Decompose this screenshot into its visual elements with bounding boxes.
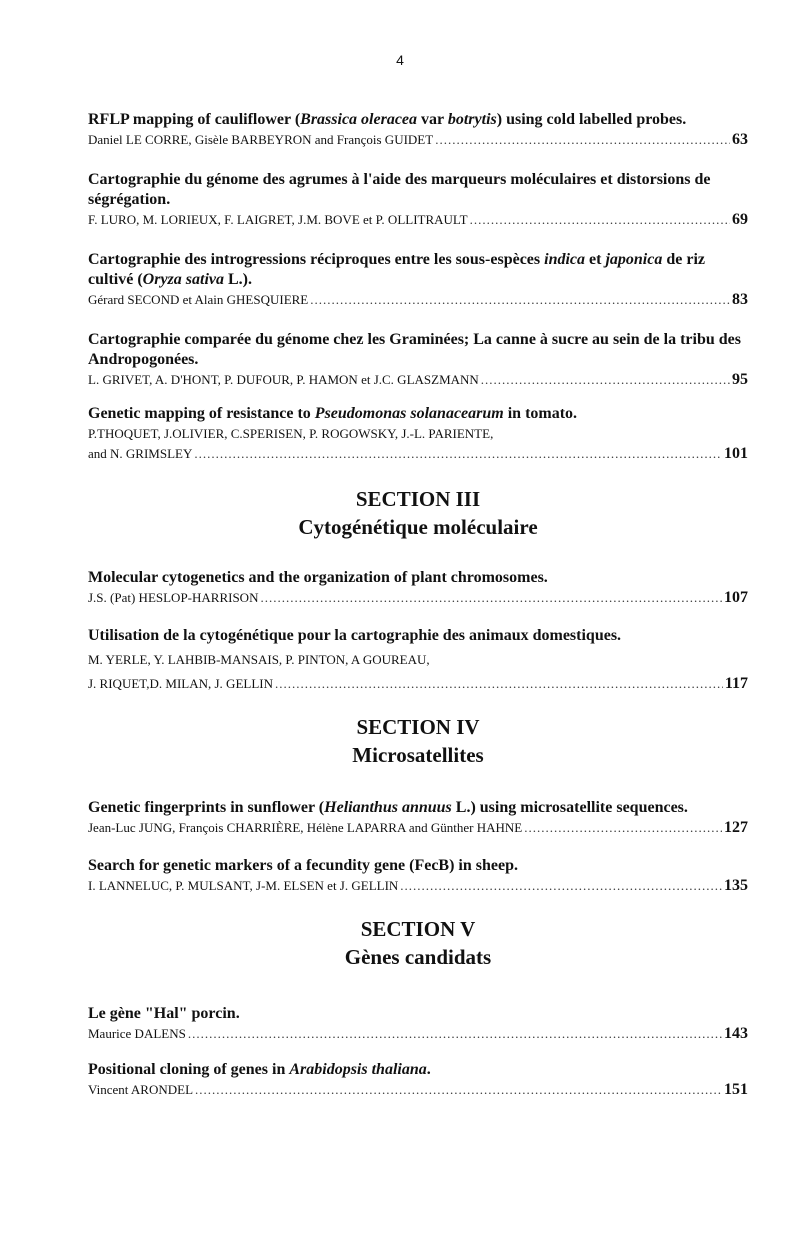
entry-authors: Jean-Luc JUNG, François CHARRIÈRE, Hélène LAPARRA and Günther HAHNE [88,820,523,835]
entry-page: 107 [724,589,748,606]
toc-entry [88,110,748,150]
entry-title: Search for genetic markers of a fecundity gene (FecB) in sheep. [88,857,518,874]
entry-author-line [88,818,748,838]
entry-author-line [88,130,748,150]
entry-author-line [88,210,748,230]
entry-page: 143 [724,1025,748,1042]
section-heading [88,486,748,540]
entry-authors: Maurice DALENS [88,1026,186,1041]
entry-authors-line1: M. YERLE, Y. LAHBIB-MANSAIS, P. PINTON, A GOUREAU, [88,652,430,667]
entry-authors: F. LURO, M. LORIEUX, F. LAIGRET, J.M. BOVE et P. OLLITRAULT [88,212,468,227]
section-number: SECTION V [360,917,476,941]
toc-entry [88,330,748,390]
section-number: SECTION III [355,487,481,511]
entry-authors: Vincent ARONDEL [88,1082,194,1097]
entry-title: Genetic fingerprints in sunflower (Helianthus annuus L.) using microsatellite sequences. [88,799,688,816]
entry-title: Cartographie du génome des agrumes à l'aide des marqueurs moléculaires et distorsions de ségrégation. [88,171,711,208]
entry-page: 63 [732,131,748,148]
toc-entry [88,250,748,310]
entry-author-line [88,588,748,608]
section-name: Microsatellites [352,743,484,767]
entry-page: 127 [724,819,748,836]
entry-authors: and N. GRIMSLEY [88,446,193,461]
entry-page: 135 [724,877,748,894]
toc-entry [88,626,748,694]
entry-page: 83 [732,291,748,308]
entry-page: 151 [724,1081,748,1098]
entry-title: Cartographie des introgressions réciproques entre les sous-espèces indica et japonica de riz cultivé (Oryza sativa L.). [88,251,705,288]
page-number: 4 [396,52,404,68]
entry-author-line [88,876,748,896]
table-of-contents [88,110,748,1100]
section-name: Gènes candidats [344,945,492,969]
toc-entry [88,1060,748,1100]
entry-author-line [88,444,748,464]
entry-author-line [88,1024,748,1044]
toc-entry [88,568,748,608]
toc-entry [88,1004,748,1044]
entry-title: Positional cloning of genes in Arabidopsis thaliana. [88,1061,431,1078]
section-number: SECTION IV [356,715,480,739]
toc-entry [88,404,748,464]
entry-authors: J. RIQUET,D. MILAN, J. GELLIN [88,676,273,691]
entry-authors: Gérard SECOND et Alain GHESQUIERE [88,292,309,307]
entry-title: Le gène "Hal" porcin. [88,1005,240,1022]
entry-title: Cartographie comparée du génome chez les Graminées; La canne à sucre au sein de la tribu des Andropogonées. [88,331,741,368]
entry-title: Utilisation de la cytogénétique pour la cartographie des animaux domestiques. [88,627,622,644]
entry-page: 101 [724,445,748,462]
entry-author-line [88,370,748,390]
entry-title: Molecular cytogenetics and the organization of plant chromosomes. [88,569,548,586]
section-heading [88,916,748,970]
entry-authors: I. LANNELUC, P. MULSANT, J-M. ELSEN et J. GELLIN [88,878,399,893]
entry-page: 69 [732,211,748,228]
entry-page: 95 [732,371,748,388]
entry-authors: L. GRIVET, A. D'HONT, P. DUFOUR, P. HAMON et J.C. GLASZMANN [88,372,479,387]
entry-title: Genetic mapping of resistance to Pseudomonas solanacearum in tomato. [88,405,578,422]
entry-author-line [88,674,748,694]
entry-author-line [88,1080,748,1100]
toc-entry [88,170,748,230]
entry-authors-line1: P.THOQUET, J.OLIVIER, C.SPERISEN, P. ROGOWSKY, J.-L. PARIENTE, [88,426,494,441]
entry-page: 117 [724,675,748,692]
entry-title: RFLP mapping of cauliflower (Brassica oleracea var botrytis) using cold labelled probes. [88,111,687,128]
entry-authors: J.S. (Pat) HESLOP-HARRISON [88,590,259,605]
section-name: Cytogénétique moléculaire [298,515,538,539]
entry-authors: Daniel LE CORRE, Gisèle BARBEYRON and François GUIDET [88,132,434,147]
entry-author-line [88,290,748,310]
toc-entry [88,798,748,838]
toc-entry [88,856,748,896]
section-heading [88,714,748,768]
